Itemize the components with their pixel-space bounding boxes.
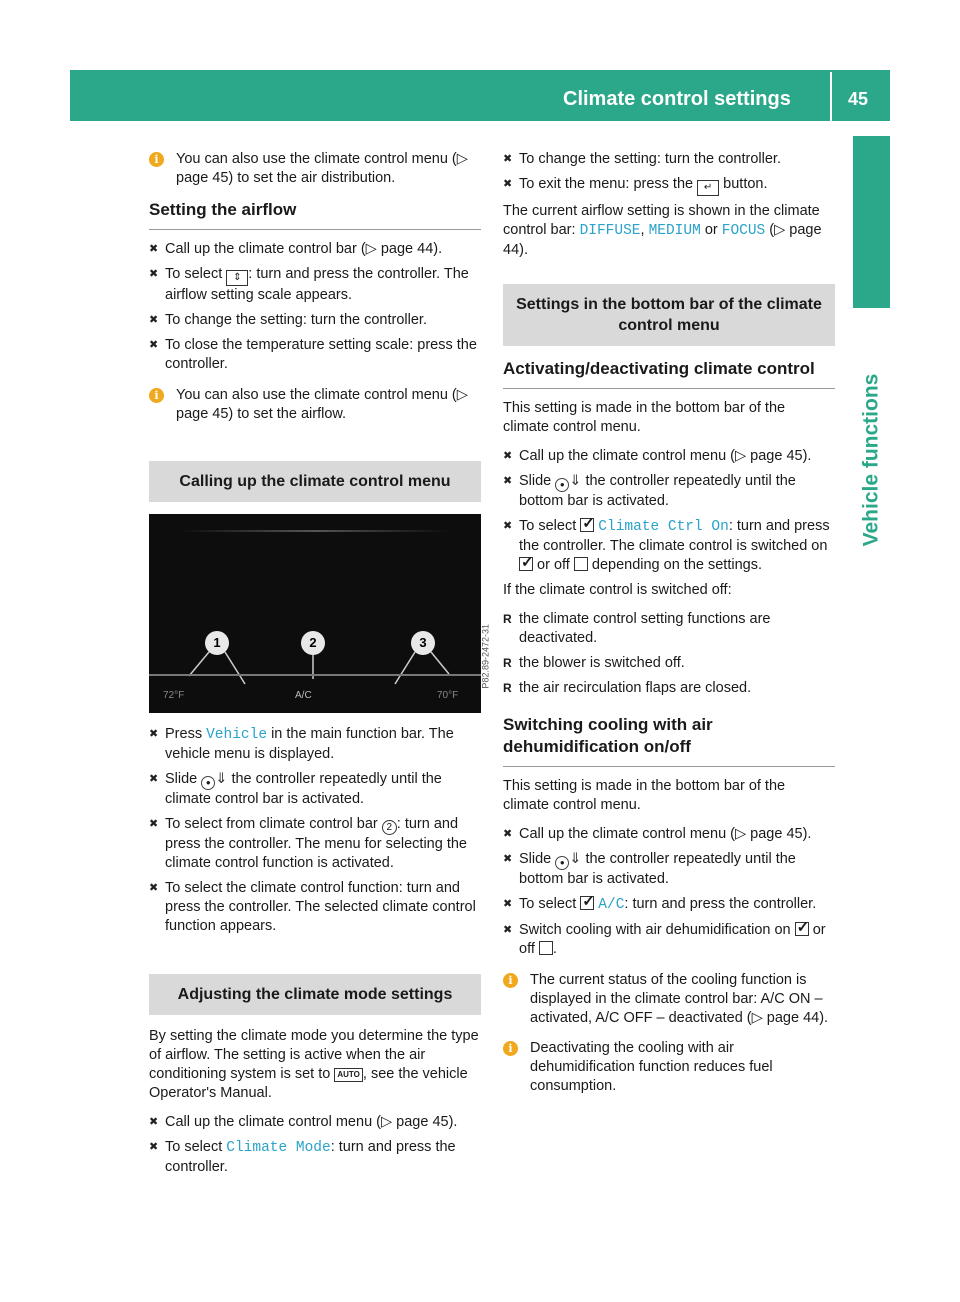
auto-icon: AUTO (334, 1068, 363, 1082)
step: ✖ Call up the climate control menu (▷ page 45). (149, 1113, 481, 1132)
section-heading-box: Adjusting the climate mode settings (149, 974, 481, 1015)
step: ✖ To exit the menu: press the ↵ button. (503, 175, 835, 196)
checkbox-checked-icon (795, 922, 809, 936)
paragraph: The current airflow setting is shown in the climate control bar: DIFFUSE, MEDIUM or FOCUS (▷ page 44). (503, 203, 822, 258)
step: ✖ Slide ● ⇓ the controller repeatedly until the climate control bar is activated. (149, 770, 481, 809)
controller-icon: ● (555, 856, 569, 870)
arrow-down-icon: ⇓ (569, 473, 582, 489)
paragraph: If the climate control is switched off: (503, 582, 732, 598)
callout-ref: 2 (382, 820, 397, 835)
info-icon: i (149, 388, 164, 403)
arrow-down-icon: ⇓ (215, 771, 228, 787)
checkbox-empty-icon (539, 941, 553, 955)
info-note (149, 150, 481, 188)
section-heading: Activating/deactivating climate control (503, 358, 835, 389)
right-column (503, 150, 835, 1107)
section-heading: Switching cooling with air dehumidification on/off (503, 714, 835, 767)
step: ✖ Call up the climate control menu (▷ page 45). (503, 825, 835, 844)
page-title: Climate control settings (563, 88, 791, 110)
checkbox-checked-icon (580, 896, 594, 910)
info-icon: i (503, 1041, 518, 1056)
step: ✖ To close the temperature setting scale: press the controller. (149, 336, 481, 374)
step: ✖ To change the setting: turn the controller. (149, 311, 481, 330)
step: ✖ To select ⇕ : turn and press the controller. The airflow setting scale appears. (149, 265, 481, 305)
temp-right: 70°F (437, 690, 459, 701)
info-note: i You can also use the climate control menu (▷ page 45) to set the airflow. (149, 386, 481, 424)
paragraph: This setting is made in the bottom bar of the climate control menu. (503, 778, 786, 813)
step: ✖ Press Vehicle in the main function bar. The vehicle menu is displayed. (149, 725, 481, 764)
info-note: i Deactivating the cooling with air dehumidification function reduces fuel consumption. (503, 1039, 835, 1096)
airflow-icon: ⇕ (226, 270, 248, 286)
temp-left: 72°F (163, 690, 185, 701)
step: ✖ To change the setting: turn the controller. (503, 150, 835, 169)
step: ✖ Slide ● ⇓ the controller repeatedly until the bottom bar is activated. (503, 472, 835, 511)
step: ✖ Call up the climate control bar (▷ page 44). (149, 240, 481, 259)
checkbox-checked-icon (519, 557, 533, 571)
list-item: R the blower is switched off. (503, 654, 835, 673)
checkbox-checked-icon (580, 518, 594, 532)
section-tab (853, 136, 890, 308)
info-icon: i (149, 152, 164, 167)
callout-1: 1 (205, 631, 229, 655)
step: ✖ To select ✓ Climate Ctrl On: turn and press the controller. The climate control is switched on ✓ or off depending on the settings. (503, 517, 835, 575)
display-screenshot (149, 514, 491, 713)
list-item: R the air recirculation flaps are closed. (503, 679, 835, 698)
controller-icon: ● (555, 478, 569, 492)
info-note: i The current status of the cooling function is displayed in the climate control bar: A/C ON – activated, A/C OFF – deactivated (▷ page 44). (503, 971, 835, 1028)
section-label: Vehicle functions (859, 373, 883, 547)
back-icon: ↵ (697, 180, 719, 196)
step: ✖ To select ✓ A/C: turn and press the controller. (503, 895, 835, 915)
left-column (149, 150, 491, 1183)
center-label: A/C (295, 690, 312, 701)
step: ✖ Switch cooling with air dehumidification on ✓ or off . (503, 921, 835, 959)
callout-3: 3 (411, 631, 435, 655)
paragraph: By setting the climate mode you determine the type of airflow. The setting is active when the air conditioning system is set to AUTO , see the vehicle Operator's Manual. (149, 1028, 479, 1101)
arrow-down-icon: ⇓ (569, 851, 582, 867)
paragraph: This setting is made in the bottom bar of the climate control menu. (503, 400, 786, 435)
checkbox-empty-icon (574, 557, 588, 571)
page-number: 45 (848, 89, 869, 109)
step: ✖ Call up the climate control menu (▷ page 45). (503, 447, 835, 466)
step: ✖ To select the climate control function: turn and press the controller. The selected climate control function appears. (149, 879, 481, 936)
callout-2: 2 (301, 631, 325, 655)
section-heading-box: Settings in the bottom bar of the climate control menu (503, 284, 835, 346)
info-icon: i (503, 973, 518, 988)
step: ✖ To select from climate control bar 2 : turn and press the controller. The menu for selecting the climate control function is activated. (149, 815, 481, 873)
step: ✖ Slide ● ⇓ the controller repeatedly until the bottom bar is activated. (503, 850, 835, 889)
screen-bar (149, 674, 481, 676)
list-item: R the climate control setting functions are deactivated. (503, 610, 835, 648)
callout-lines (149, 514, 481, 713)
step: ✖ To select Climate Mode: turn and press the controller. (149, 1138, 481, 1177)
controller-icon: ● (201, 776, 215, 790)
info-text: You can also use the climate control menu (▷ page 45) to set the air distribution. (176, 151, 468, 186)
figure-code: P82.89-2472-31 (481, 624, 491, 689)
header-separator (830, 72, 832, 121)
section-heading-box: Calling up the climate control menu (149, 461, 481, 502)
section-heading: Setting the airflow (149, 199, 481, 230)
